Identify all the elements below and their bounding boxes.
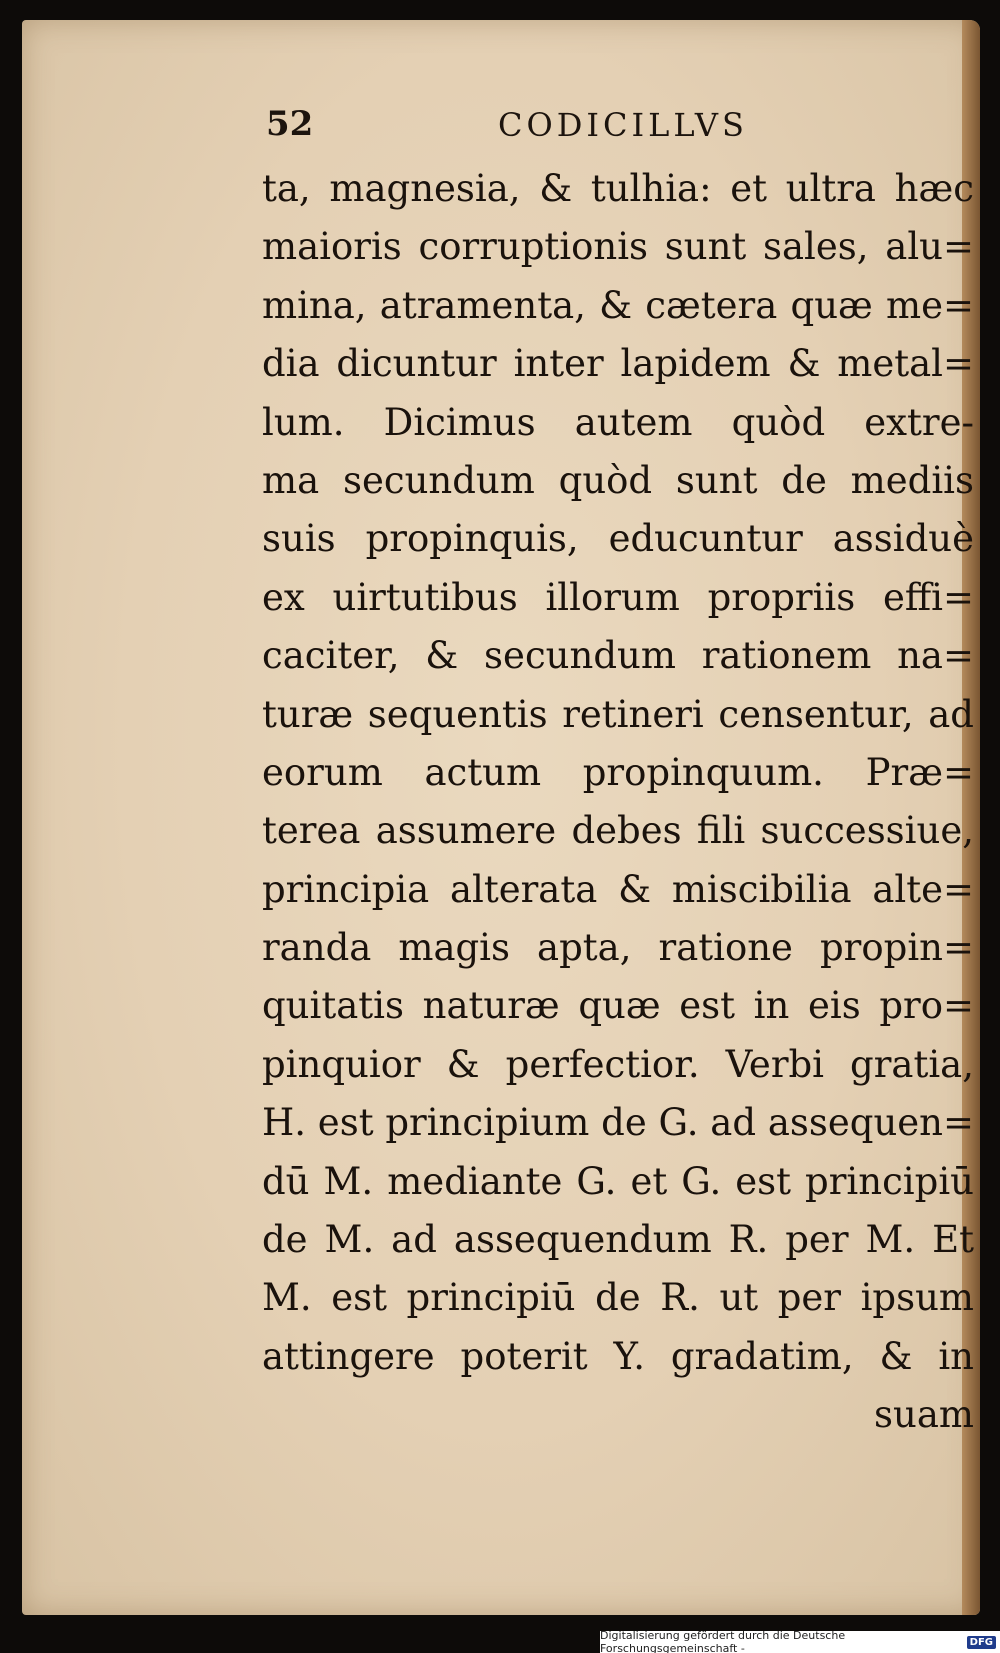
text-line: lum. Dicimus autem quòd extre-	[262, 400, 974, 444]
text-line: ma secundum quòd sunt de mediis	[262, 458, 974, 502]
text-line: dū M. mediante G. et G. est principiū	[262, 1159, 974, 1203]
text-line: dia dicuntur inter lapidem & metal=	[262, 342, 974, 386]
text-line: ta, magnesia, & tulhia: et ultra hæc	[262, 167, 974, 210]
text-line: terea assumere debes fili successiue,	[262, 809, 974, 853]
digitization-credit	[600, 1631, 1000, 1653]
text-line: principia alterata & miscibilia alte=	[262, 867, 974, 911]
text-line: eorum actum propinquum. Præ=	[262, 750, 974, 794]
text-line: suis propinquis, educuntur assiduè	[262, 517, 974, 561]
text-line: mina, atramenta, & cætera quæ me=	[262, 283, 974, 327]
text-line: pinquior & perfectior. Verbi gratia,	[262, 1042, 974, 1086]
text-line: M. est principiū de R. ut per ipsum	[262, 1276, 974, 1320]
text-line: caciter, & secundum rationem na=	[262, 634, 974, 678]
running-head: CODICILLVS	[498, 106, 748, 144]
body-text	[262, 160, 974, 1445]
text-line: turæ sequentis retineri censentur, ad	[262, 692, 974, 736]
text-line: maioris corruptionis sunt sales, alu=	[262, 225, 974, 269]
text-line: ex uirtutibus illorum propriis effi=	[262, 575, 974, 619]
page-number: 52	[266, 104, 314, 144]
text-line: H. est principium de G. ad assequen=	[262, 1101, 974, 1145]
text-line: de M. ad assequendum R. per M. Et	[262, 1218, 974, 1262]
text-line: attingere poterit Y. gradatim, & in	[262, 1334, 974, 1378]
catchword: suam	[874, 1393, 974, 1437]
text-line: quitatis naturæ quæ est in eis pro=	[262, 984, 974, 1028]
book-page	[22, 20, 980, 1615]
dfg-logo: DFG	[967, 1636, 996, 1649]
page-header	[22, 104, 980, 152]
text-line: randa magis apta, ratione propin=	[262, 926, 974, 970]
credit-text: Digitalisierung gefördert durch die Deutsche Forschungsgemeinschaft -	[600, 1629, 846, 1653]
